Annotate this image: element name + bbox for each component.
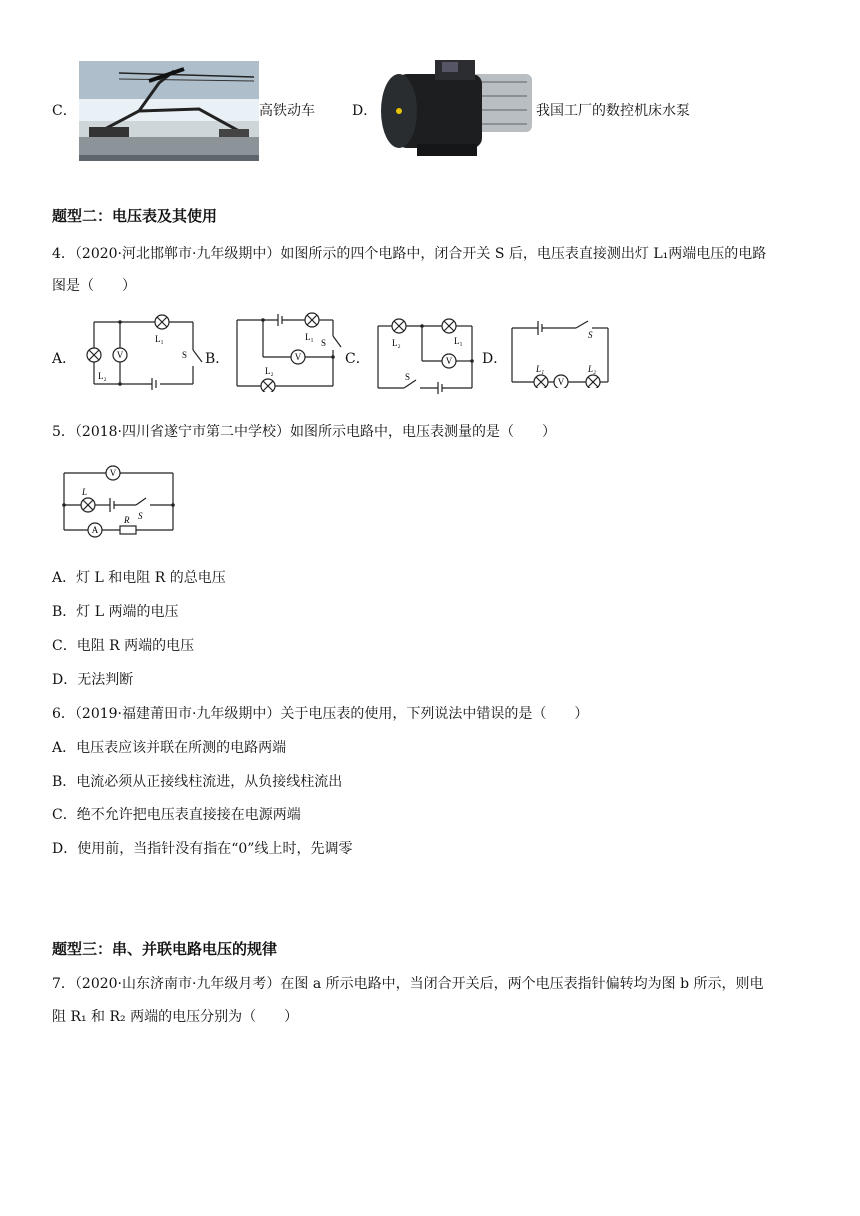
q5-stem: 5．（2018·四川省遂宁市第二中学校）如图所示电路中，电压表测量的是（ ） <box>52 424 556 440</box>
lamp-label: L₂ <box>392 338 401 348</box>
q7-stem-line2: 阻 R₁ 和 R₂ 两端的电压分别为（ ） <box>52 1009 299 1025</box>
q4-option-a-label: A． <box>52 351 77 367</box>
q6-option-d: D．使用前，当指针没有指在“0”线上时，先调零 <box>52 841 353 857</box>
q6-option-a: A．电压表应该并联在所测的电路两端 <box>52 740 287 756</box>
option-d-caption: 我国工厂的数控机床水泵 <box>536 103 690 119</box>
q4-circuit-d <box>508 318 614 388</box>
resistor-label: R <box>124 515 130 525</box>
lamp-label: L₁ <box>305 332 314 342</box>
option-c-letter: C． <box>52 103 77 119</box>
q4-circuit-b <box>233 310 345 392</box>
q7-stem-line1: 7．（2020·山东济南市·九年级月考）在图 a 所示电路中，当闭合开关后，两个电压表指针偏转均为图 b 所示，则电 <box>52 976 764 992</box>
option-d-letter: D． <box>352 103 378 119</box>
q5-circuit <box>58 461 178 541</box>
q6-stem: 6．（2019·福建莆田市·九年级期中）关于电压表的使用，下列说法中错误的是（ ） <box>52 706 589 722</box>
lamp-label: L <box>82 487 88 497</box>
voltmeter-symbol: V <box>557 377 565 387</box>
lamp-label: L₂ <box>588 364 597 374</box>
high-speed-train-pantograph-photo <box>79 61 259 161</box>
q5-option-c: C．电阻 R 两端的电压 <box>52 638 195 654</box>
switch-label: S <box>588 330 593 340</box>
lamp-label: L₂ <box>98 371 107 381</box>
lamp-label: L₁ <box>536 364 545 374</box>
option-c-caption: 高铁动车 <box>259 103 315 119</box>
lamp-label: L₁ <box>155 334 164 344</box>
switch-label: S <box>182 350 188 360</box>
lamp-label: L₂ <box>265 366 274 376</box>
q4-option-b-label: B． <box>205 351 230 367</box>
cnc-water-pump-photo <box>377 52 535 164</box>
q6-option-b: B．电流必须从正接线柱流进，从负接线柱流出 <box>52 774 343 790</box>
ammeter-symbol: A <box>91 525 99 535</box>
voltmeter-symbol: V <box>445 356 453 366</box>
q5-option-a: A．灯 L 和电阻 R 的总电压 <box>52 570 226 586</box>
lamp-label: L₁ <box>454 336 463 346</box>
q6-option-c: C．绝不允许把电压表直接接在电源两端 <box>52 807 301 823</box>
section-2-title: 题型二：电压表及其使用 <box>52 207 218 225</box>
q4-circuit-c <box>372 312 480 394</box>
q4-stem-line2: 图是（ ） <box>52 278 136 294</box>
voltmeter-symbol: V <box>109 468 117 478</box>
switch-label: S <box>405 372 411 382</box>
q4-option-d-label: D． <box>482 351 508 367</box>
q5-option-d: D．无法判断 <box>52 672 134 688</box>
q4-circuit-a <box>80 312 210 392</box>
switch-label: S <box>321 338 327 348</box>
section-3-title: 题型三：串、并联电路电压的规律 <box>52 940 278 958</box>
q4-stem-line1: 4．（2020·河北邯郸市·九年级期中）如图所示的四个电路中，闭合开关 S 后，电压表直接测出灯 L₁两端电压的电路 <box>52 246 767 262</box>
switch-label: S <box>138 511 143 521</box>
q4-option-c-label: C． <box>345 351 370 367</box>
voltmeter-symbol: V <box>116 350 124 360</box>
voltmeter-symbol: V <box>294 352 302 362</box>
q5-option-b: B．灯 L 两端的电压 <box>52 604 179 620</box>
